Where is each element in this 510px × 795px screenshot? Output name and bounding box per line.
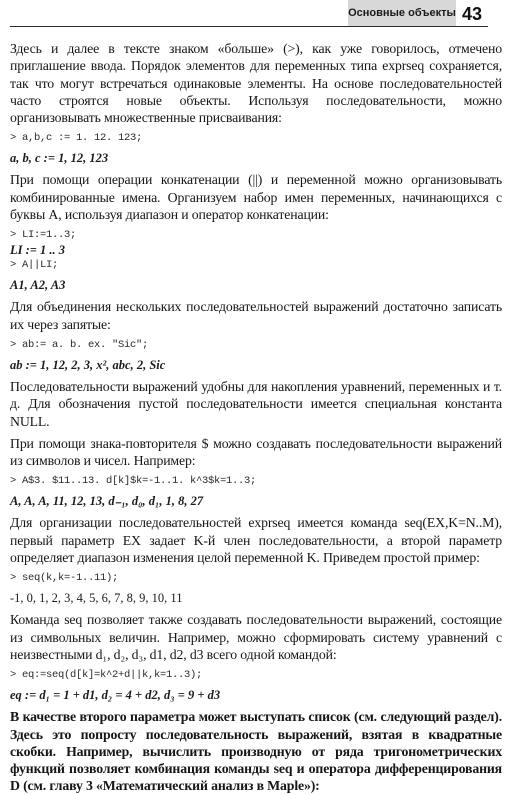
paragraph: При помощи знака-повторителя $ можно создавать последовательности выражений из символов и чисел. Например: <box>10 435 502 469</box>
paragraph: Команда seq позволяет также создавать последовательности выражений, состоящие из символьных величин. Например, можно сформировать систему уравнений с неизвестными d₁, d₂, d₃, d1, d2, d3 всего одной командой: <box>10 612 502 662</box>
maple-output: ab := 1, 12, 2, 3, x², abc, 2, Sic <box>10 357 166 372</box>
maple-input: > A$3. $11..13. d[k]$k=-1..1. k^3$k=1..3; <box>10 475 257 488</box>
header-rule <box>10 26 488 27</box>
maple-input: > LI:=1..3; <box>10 229 77 242</box>
paragraph: В качестве второго параметра может выступать список (см. следующий раздел). Здесь это попросту последовательность выражений, взятая в квадратные скобки. Например, вычислить производную от ряда тригонометрических функций позволяет комбинация команды seq и оператора дифференцирования D (см. главу 3 «Математический анализ в Maple»): <box>10 709 502 794</box>
maple-output: eq := d₁ = 1 + d1, d₂ = 4 + d2, d₃ = 9 + d3 <box>10 688 221 703</box>
paragraph: Последовательности выражений удобны для накопления уравнений, переменных и т. д. Для обозначения пустой последовательности имеется специальная константа NULL. <box>10 378 502 429</box>
page-number: 43 <box>462 4 483 24</box>
maple-output: LI := 1 .. 3 <box>10 243 66 258</box>
paragraph: Для объединения нескольких последовательностей выражений достаточно записать их через запятые: <box>10 299 502 332</box>
page-content <box>10 40 502 795</box>
running-header <box>0 0 510 30</box>
maple-input: > ab:= a. b. ex. "Sic"; <box>10 338 149 351</box>
paragraph: При помощи операции конкатенации (||) и переменной можно организовывать комбинированные имена. Организуем набор имен переменных, начинающихся с буквы A, используя диапазон и оператор конкатенации: <box>10 172 502 223</box>
paragraph: Для организации последовательностей exprseq имеется команда seq(EX,K=N..M), первый параметр EX задает K-й член последовательности, а второй параметр определяет диапазон изменения целой переменной K. Приведем простой пример: <box>10 515 502 566</box>
maple-output: A1, A2, A3 <box>10 278 66 293</box>
maple-output: A, A, A, 11, 12, 13, d₋₁, d₀, d₁, 1, 8, 27 <box>10 494 204 509</box>
maple-output: -1, 0, 1, 2, 3, 4, 5, 6, 7, 8, 9, 10, 11 <box>10 591 183 606</box>
maple-output: a, b, c := 1, 12, 123 <box>10 151 109 166</box>
section-title: Основные объекты <box>348 0 456 26</box>
maple-input: > A||LI; <box>10 259 59 272</box>
maple-input: > eq:=seq(d[k]=k^2+d||k,k=1..3); <box>10 669 203 682</box>
maple-input: > a,b,c := 1. 12. 123; <box>10 132 143 145</box>
maple-input: > seq(k,k=-1..11); <box>10 572 119 585</box>
paragraph: Здесь и далее в тексте знаком «больше» (>), как уже говорилось, отмечено приглашение ввода. Порядок элементов для переменных типа exprseq сохраняется, так что могут встречаться одинаковые элементы. На основе последовательностей часто строятся новые объекты. Используя последовательности, можно организовывать множественные присваивания: <box>10 41 502 126</box>
